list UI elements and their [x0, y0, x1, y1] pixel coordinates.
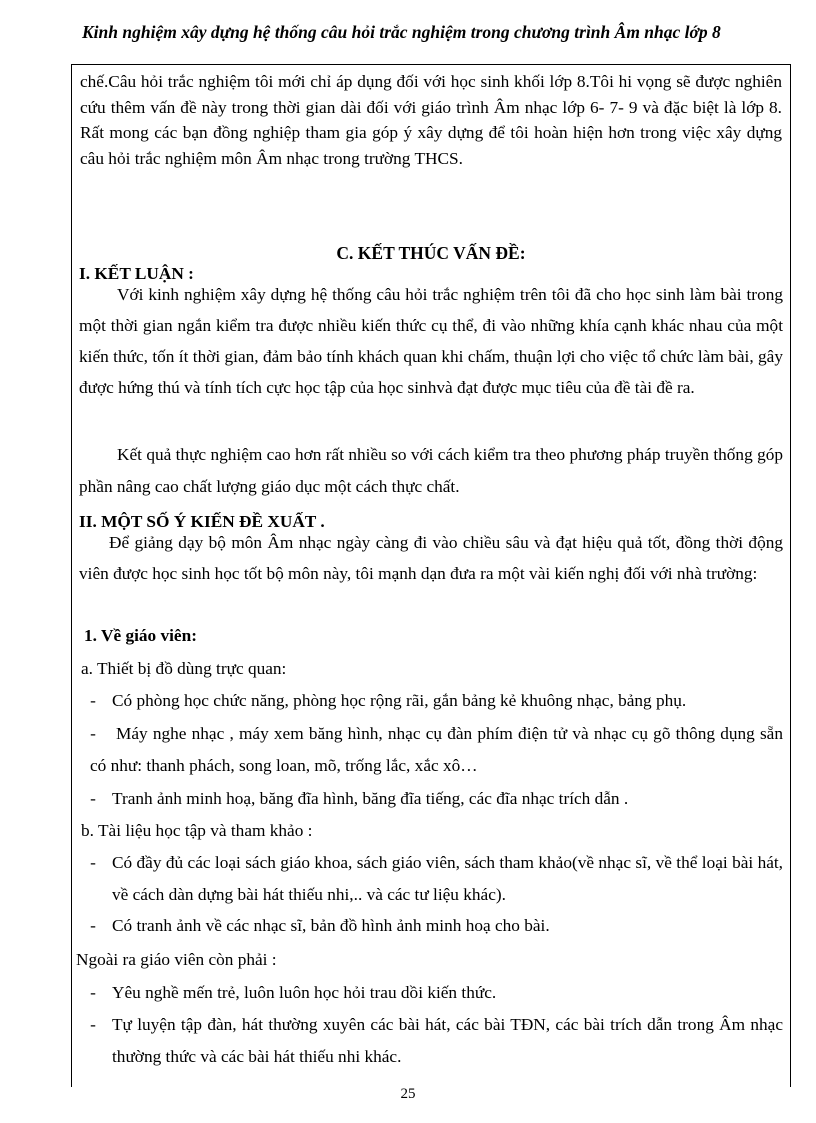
- section-2-heading: II. MỘT SỐ Ý KIẾN ĐỀ XUẤT .: [79, 512, 325, 531]
- list-item: Có tranh ảnh về các nhạc sĩ, bản đồ hình ảnh minh hoạ cho bài.: [112, 916, 550, 935]
- list-item: Có phòng học chức năng, phòng học rộng rãi, gắn bảng kẻ khuông nhạc, bảng phụ.: [112, 691, 687, 710]
- bullet-marker: ‐: [90, 789, 96, 808]
- running-header: Kinh nghiệm xây dựng hệ thống câu hỏi trắc nghiệm trong chương trình Âm nhạc lớp 8: [82, 22, 721, 42]
- conclusion-paragraph-1: Với kinh nghiệm xây dựng hệ thống câu hỏi trắc nghiệm trên tôi đã cho học sinh làm bài trong một thời gian ngắn kiểm tra được nhiều kiến thức cụ thể, đi vào những khía cạnh khác nhau của một kiến thức, tốn ít thời gian, đảm bảo tính khách quan khi chấm, thuận lợi cho việc tổ chức làm bài, gây được hứng thú và tính tích cực học tập của học sinhvà đạt được mục tiêu của đề tài đề ra.: [79, 285, 783, 397]
- additional-label: Ngoài ra giáo viên còn phải :: [76, 950, 277, 969]
- list-item: Có đầy đủ các loại sách giáo khoa, sách giáo viên, sách tham khảo(về nhạc sĩ, về thể loại bài hát, về cách dàn dựng bài hát thiếu nhi,.. và các tư liệu khác).: [112, 853, 783, 904]
- section-c-title: C. KẾT THÚC VẤN ĐỀ:: [336, 243, 526, 263]
- list-item: Tranh ảnh minh hoạ, băng đĩa hình, băng đĩa tiếng, các đĩa nhạc trích dẫn .: [112, 789, 629, 808]
- section-1-heading: I. KẾT LUẬN :: [79, 264, 194, 283]
- continuation-paragraph: chế.Câu hỏi trắc nghiệm tôi mới chỉ áp dụng đối với học sinh khối lớp 8.Tôi hi vọng sẽ được nghiên cứu thêm vấn đề này trong thời gian dài đối với giáo trình Âm nhạc lớp 6- 7- 9 và đặc biệt là lớp 8. Rất mong các bạn đồng nghiệp tham gia góp ý xây dựng để tôi hoàn hiện hơn trong việc xây dựng câu hỏi trắc nghiệm môn Âm nhạc trong trường THCS.: [80, 72, 782, 168]
- bullet-marker: ‐: [90, 691, 96, 710]
- part-b-label: b. Tài liệu học tập và tham khảo :: [81, 821, 313, 840]
- list-item: Máy nghe nhạc , máy xem băng hình, nhạc cụ đàn phím điện tử và nhạc cụ gõ thông dụng sẵn có như: thanh phách, song loan, mõ, trống lắc, xắc xô…: [90, 724, 783, 775]
- part-a-label: a. Thiết bị đồ dùng trực quan:: [81, 659, 287, 678]
- teacher-subheading: 1. Về giáo viên:: [84, 626, 197, 645]
- conclusion-paragraph-2: Kết quả thực nghiệm cao hơn rất nhiều so với cách kiểm tra theo phương pháp truyền thống góp phần nâng cao chất lượng giáo dục một cách thực chất.: [79, 445, 783, 496]
- list-item: Tự luyện tập đàn, hát thường xuyên các bài hát, các bài TĐN, các bài trích dẫn trong Âm nhạc thường thức và các bài hát thiếu nhi khác.: [112, 1015, 783, 1066]
- page-number: 25: [400, 1086, 416, 1102]
- bullet-marker: ‐: [90, 916, 96, 935]
- list-item: Yêu nghề mến trẻ, luôn luôn học hỏi trau dồi kiến thức.: [112, 983, 497, 1002]
- bullet-marker: -: [90, 724, 96, 743]
- bullet-marker: ‐: [90, 853, 96, 872]
- proposal-intro: Để giảng dạy bộ môn Âm nhạc ngày càng đi vào chiều sâu và đạt hiệu quả tốt, đồng thời động viên được học sinh học tốt bộ môn này, tôi mạnh dạn đưa ra một vài kiến nghị đối với nhà trường:: [79, 533, 783, 583]
- bullet-marker: ‐: [90, 983, 96, 1002]
- bullet-marker: ‐: [90, 1015, 96, 1034]
- page-frame: [71, 64, 791, 1087]
